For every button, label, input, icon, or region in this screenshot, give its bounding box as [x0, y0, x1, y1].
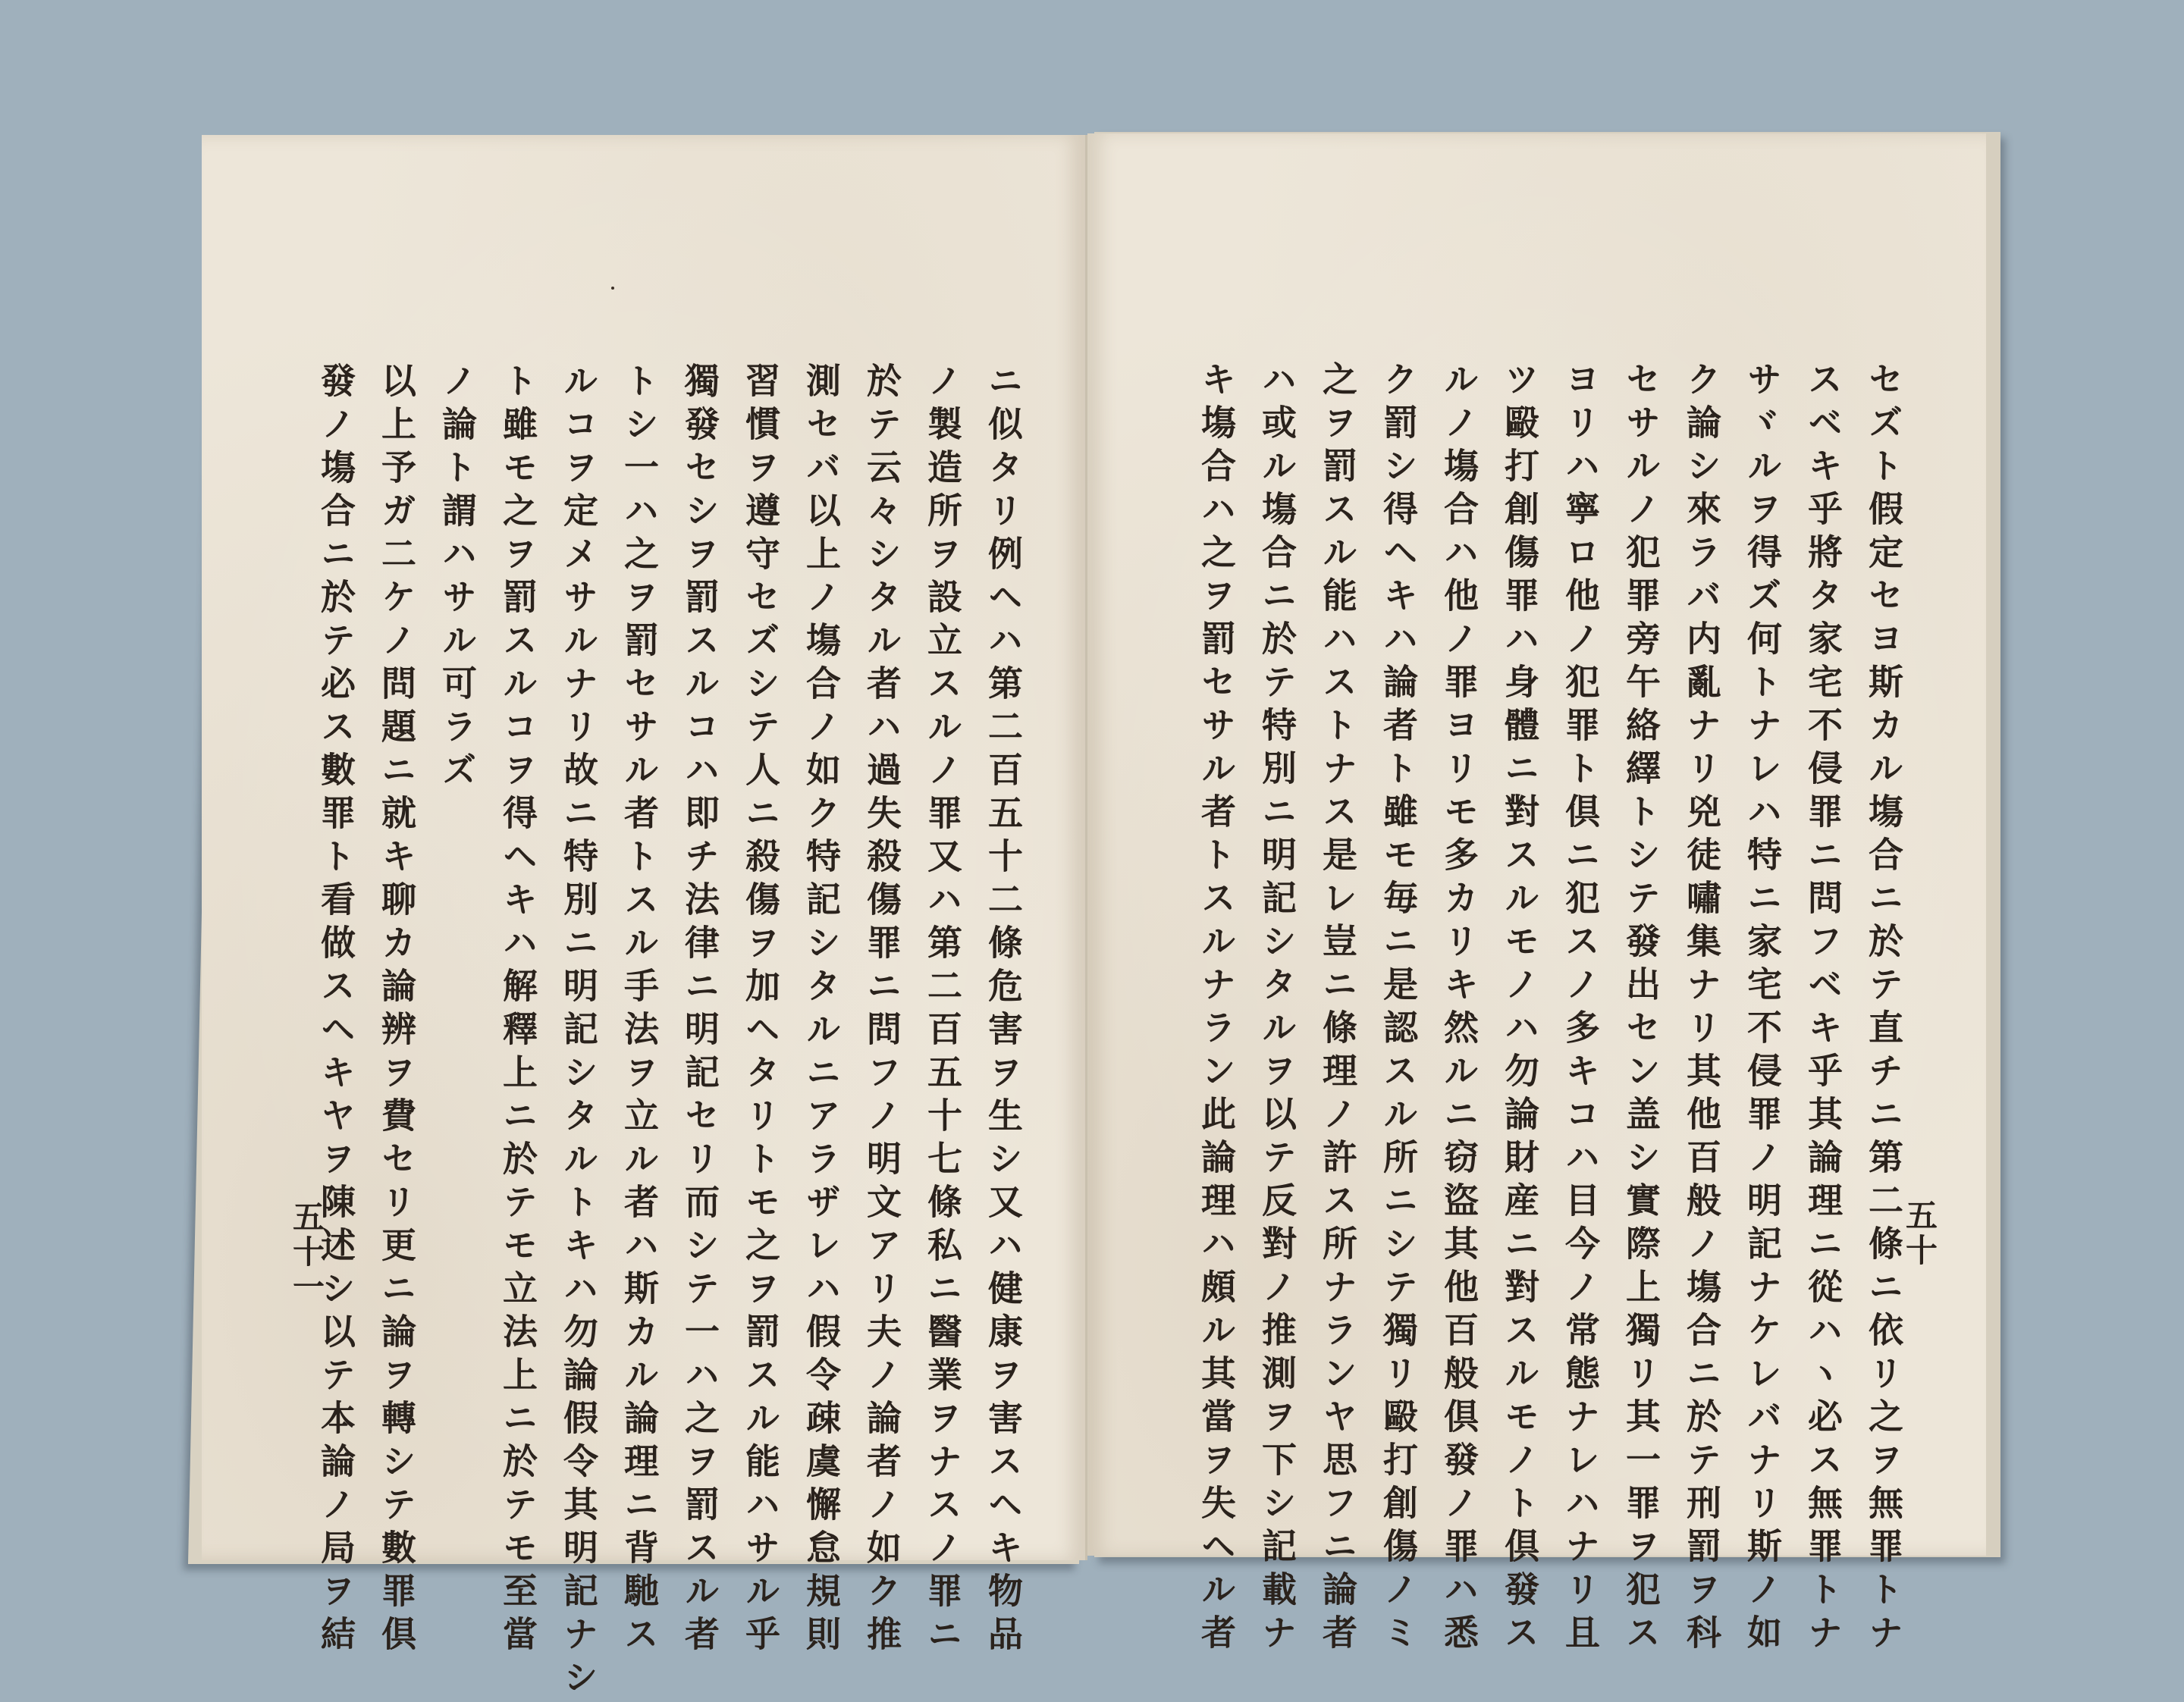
text-line: スベキ乎將タ家宅不侵罪ニ問フベキ乎其論理ニ從ハヽ必ス無罪トナ — [1803, 361, 1844, 1657]
left-page — [202, 135, 1087, 1702]
text-line: ト雖モ之ヲ罰スルコヲ得ヘキハ解釋上ニ於テモ立法上ニ於テモ至當 — [497, 362, 538, 1659]
text-line: トシ一ハ之ヲ罰セサル者トスル手法ヲ立ル者ハ斯カル論理ニ背馳ス — [619, 362, 660, 1659]
page-number: 五十一 — [288, 1200, 325, 1305]
text-line: 習慣ヲ遵守セズシテ人ニ殺傷ヲ加ヘタリトモ之ヲ罰スル能ハサル乎 — [740, 362, 781, 1659]
text-line: ルコヲ定メサルナリ故ニ特別ニ明記シタルトキハ勿論假令其明記ナシ — [558, 362, 599, 1702]
page-number: 五十 — [1901, 1199, 1938, 1268]
text-line: セサルノ犯罪旁午絡繹トシテ發出セン盖シ實際上獨リ其一罪ヲ犯ス — [1621, 361, 1662, 1657]
text-line: ノ論ト謂ハサル可ラズ — [437, 362, 478, 795]
text-line: ヨリハ寧ロ他ノ犯罪ト倶ニ犯スノ多キコハ目今ノ常態ナレハナリ且 — [1560, 361, 1601, 1657]
text-line: 獨發セシヲ罰スルコハ即チ法律ニ明記セリ而シテ一ハ之ヲ罰スル者 — [679, 362, 720, 1659]
ink-speck — [611, 287, 614, 290]
text-line: 於テ云々シタル者ハ過失殺傷罪ニ問フノ明文アリ夫ノ論者ノ如ク推 — [861, 362, 902, 1659]
right-page — [1087, 133, 1986, 1657]
text-line: ツ毆打創傷罪ハ身體ニ對スルモノハ勿論財産ニ對スルモノト倶發ス — [1499, 361, 1540, 1657]
right-page-text — [1196, 361, 1904, 1657]
text-line: ニ似タリ例ヘハ第二百五十二條危害ヲ生シ又ハ健康ヲ害スヘキ物品 — [983, 362, 1024, 1659]
text-line: ノ製造所ヲ設立スルノ罪又ハ第二百五十七條私ニ醫業ヲナスノ罪ニ — [922, 362, 963, 1659]
text-line: 以上予ガ二ケノ問題ニ就キ聊カ論辨ヲ費セリ更ニ論ヲ轉シテ數罪倶 — [376, 362, 417, 1659]
text-line: ルノ塲合ハ他ノ罪ヨリモ多カリキ然ルニ窃盜其他百般倶發ノ罪ハ悉 — [1439, 361, 1480, 1657]
text-line: 測セバ以上ノ塲合ノ如ク特記シタルニアラザレハ假令疎虞懈怠規則 — [801, 362, 842, 1659]
text-line: サヾルヲ得ズ何トナレハ特ニ家宅不侵罪ノ明記ナケレバナリ斯ノ如 — [1742, 361, 1783, 1657]
text-line: 之ヲ罰スル能ハストナス是レ豈ニ條理ノ許ス所ナランヤ思フニ論者 — [1317, 361, 1358, 1657]
text-line: セズト假定セヨ斯カル塲合ニ於テ直チニ第二條ニ依リ之ヲ無罪トナ — [1863, 361, 1904, 1657]
left-page-text — [315, 362, 1024, 1702]
text-line: キ塲合ハ之ヲ罰セサル者トスルナラン此論理ハ頗ル其當ヲ失ヘル者 — [1196, 361, 1237, 1657]
text-line: ク罰シ得ヘキハ論者ト雖モ毎ニ是認スル所ニシテ獨リ毆打創傷ノミ — [1378, 361, 1419, 1657]
open-book — [188, 127, 2000, 1702]
text-line: 發ノ塲合ニ於テ必ス數罪ト看做スヘキヤヲ陳述シ以テ本論ノ局ヲ結 — [315, 362, 356, 1659]
text-line: ハ或ル塲合ニ於テ特別ニ明記シタルヲ以テ反對ノ推測ヲ下シ記載ナ — [1257, 361, 1298, 1657]
text-line: ク論シ來ラバ内亂ナリ兇徒嘯集ナリ其他百般ノ塲合ニ於テ刑罰ヲ科 — [1681, 361, 1722, 1657]
